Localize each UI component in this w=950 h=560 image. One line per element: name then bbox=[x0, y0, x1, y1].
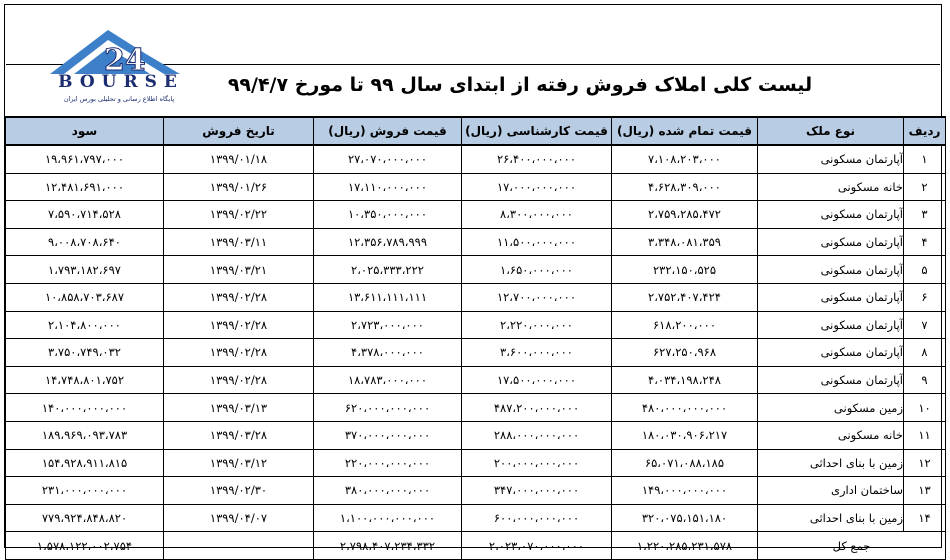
property-type: زمین با بنای احداثی bbox=[758, 449, 904, 477]
page-title: لیست کلی املاک فروش رفته از ابتدای سال ۹۹ تا مورخ ۹۹/۴/۷ bbox=[227, 74, 813, 96]
profit: ۱۲،۴۸۱،۶۹۱،۰۰۰ bbox=[6, 173, 164, 201]
col-header-index: ردیف bbox=[904, 117, 946, 145]
cost-price: ۶۱۸،۲۰۰،۰۰۰ bbox=[612, 311, 758, 339]
row-index: ۲ bbox=[904, 173, 946, 201]
sale-price: ۲،۰۲۵،۳۳۳،۲۲۲ bbox=[314, 256, 462, 284]
cost-price: ۷،۱۰۸،۲۰۳،۰۰۰ bbox=[612, 145, 758, 173]
col-header-profit: سود bbox=[6, 117, 164, 145]
sale-price: ۱۲،۳۵۶،۷۸۹،۹۹۹ bbox=[314, 228, 462, 256]
cost-price: ۴۸۰،۰۰۰،۰۰۰،۰۰۰ bbox=[612, 394, 758, 422]
sold-properties-table bbox=[5, 116, 946, 560]
appraisal-price: ۲۶،۴۰۰،۰۰۰،۰۰۰ bbox=[462, 145, 612, 173]
appraisal-price: ۱۷،۵۰۰،۰۰۰،۰۰۰ bbox=[462, 366, 612, 394]
table-row bbox=[6, 311, 946, 339]
total-label: جمع کل bbox=[758, 532, 946, 560]
sale-date: ۱۳۹۹/۰۱/۱۸ bbox=[164, 145, 314, 173]
table-row bbox=[6, 228, 946, 256]
row-index: ۵ bbox=[904, 256, 946, 284]
profit: ۷۷۹،۹۲۴،۸۴۸،۸۲۰ bbox=[6, 504, 164, 532]
property-type: آپارتمان مسکونی bbox=[758, 256, 904, 284]
row-index: ۷ bbox=[904, 311, 946, 339]
sale-price: ۳۷۰،۰۰۰،۰۰۰،۰۰۰ bbox=[314, 421, 462, 449]
cost-price: ۱۴۹،۰۰۰،۰۰۰،۰۰۰ bbox=[612, 477, 758, 505]
sale-price: ۱۷،۱۱۰،۰۰۰،۰۰۰ bbox=[314, 173, 462, 201]
cost-price: ۶۵،۰۷۱،۰۸۸،۱۸۵ bbox=[612, 449, 758, 477]
profit: ۱،۷۹۳،۱۸۲،۶۹۷ bbox=[6, 256, 164, 284]
row-index: ۹ bbox=[904, 366, 946, 394]
col-header-cost: قیمت تمام شده (ریال) bbox=[612, 117, 758, 145]
profit: ۳،۷۵۰،۷۴۹،۰۳۲ bbox=[6, 339, 164, 367]
appraisal-price: ۸،۳۰۰،۰۰۰،۰۰۰ bbox=[462, 201, 612, 229]
property-type: زمین مسکونی bbox=[758, 394, 904, 422]
profit: ۱۴،۷۴۸،۸۰۱،۷۵۲ bbox=[6, 366, 164, 394]
row-index: ۸ bbox=[904, 339, 946, 367]
total-row bbox=[6, 532, 946, 560]
col-header-type: نوع ملک bbox=[758, 117, 904, 145]
row-index: ۱۱ bbox=[904, 421, 946, 449]
appraisal-price: ۱،۶۵۰،۰۰۰،۰۰۰ bbox=[462, 256, 612, 284]
sale-date: ۱۳۹۹/۰۲/۲۸ bbox=[164, 366, 314, 394]
row-index: ۱۴ bbox=[904, 504, 946, 532]
bourse-logo-mark bbox=[30, 26, 200, 76]
row-index: ۱ bbox=[904, 145, 946, 173]
table-row bbox=[6, 256, 946, 284]
row-index: ۶ bbox=[904, 283, 946, 311]
sale-date: ۱۳۹۹/۰۳/۱۱ bbox=[164, 228, 314, 256]
property-type: زمین با بنای احداثی bbox=[758, 504, 904, 532]
property-type: آپارتمان مسکونی bbox=[758, 366, 904, 394]
row-index: ۴ bbox=[904, 228, 946, 256]
sale-date: ۱۳۹۹/۰۳/۲۸ bbox=[164, 421, 314, 449]
cost-price: ۳۲۰،۰۷۵،۱۵۱،۱۸۰ bbox=[612, 504, 758, 532]
total-cost: ۱،۲۲۰،۲۸۵،۲۳۱،۵۷۸ bbox=[612, 532, 758, 560]
table-row bbox=[6, 283, 946, 311]
property-type: خانه مسکونی bbox=[758, 173, 904, 201]
sale-date: ۱۳۹۹/۰۲/۳۰ bbox=[164, 477, 314, 505]
property-type: آپارتمان مسکونی bbox=[758, 201, 904, 229]
cost-price: ۲۳۲،۱۵۰،۵۲۵ bbox=[612, 256, 758, 284]
cost-price: ۳،۳۴۸،۰۸۱،۳۵۹ bbox=[612, 228, 758, 256]
profit: ۱۰،۸۵۸،۷۰۳،۶۸۷ bbox=[6, 283, 164, 311]
cost-price: ۶۲۷،۲۵۰،۹۶۸ bbox=[612, 339, 758, 367]
cost-price: ۴،۶۲۸،۳۰۹،۰۰۰ bbox=[612, 173, 758, 201]
col-header-appraisal: قیمت کارشناسی (ریال) bbox=[462, 117, 612, 145]
sale-date: ۱۳۹۹/۰۲/۲۸ bbox=[164, 311, 314, 339]
table-row bbox=[6, 366, 946, 394]
total-appraisal: ۲،۰۲۳،۰۷۰،۰۰۰،۰۰۰ bbox=[462, 532, 612, 560]
col-header-sale: قیمت فروش (ریال) bbox=[314, 117, 462, 145]
property-type: ساختمان اداری bbox=[758, 477, 904, 505]
appraisal-price: ۱۷،۰۰۰،۰۰۰،۰۰۰ bbox=[462, 173, 612, 201]
table-row bbox=[6, 421, 946, 449]
table-row bbox=[6, 145, 946, 173]
sale-price: ۲،۷۲۳،۰۰۰،۰۰۰ bbox=[314, 311, 462, 339]
sale-date: ۱۳۹۹/۰۳/۱۳ bbox=[164, 394, 314, 422]
sale-price: ۴،۳۷۸،۰۰۰،۰۰۰ bbox=[314, 339, 462, 367]
property-type: آپارتمان مسکونی bbox=[758, 283, 904, 311]
sale-date: ۱۳۹۹/۰۱/۲۶ bbox=[164, 173, 314, 201]
appraisal-price: ۲۸۸،۰۰۰،۰۰۰،۰۰۰ bbox=[462, 421, 612, 449]
appraisal-price: ۳۴۷،۰۰۰،۰۰۰،۰۰۰ bbox=[462, 477, 612, 505]
table-row bbox=[6, 449, 946, 477]
table-row bbox=[6, 201, 946, 229]
sale-price: ۱۰،۳۵۰،۰۰۰،۰۰۰ bbox=[314, 201, 462, 229]
col-header-date: تاریخ فروش bbox=[164, 117, 314, 145]
sale-date: ۱۳۹۹/۰۲/۲۲ bbox=[164, 201, 314, 229]
table-header-row bbox=[6, 117, 946, 145]
cost-price: ۱۸۰،۰۳۰،۹۰۶،۲۱۷ bbox=[612, 421, 758, 449]
profit: ۱۹،۹۶۱،۷۹۷،۰۰۰ bbox=[6, 145, 164, 173]
sale-price: ۶۲۰،۰۰۰،۰۰۰،۰۰۰ bbox=[314, 394, 462, 422]
profit: ۷،۵۹۰،۷۱۴،۵۲۸ bbox=[6, 201, 164, 229]
profit: ۱۴۰،۰۰۰،۰۰۰،۰۰۰ bbox=[6, 394, 164, 422]
property-type: آپارتمان مسکونی bbox=[758, 228, 904, 256]
logo-wordmark: BOURSE bbox=[58, 72, 184, 92]
svg-text:24: 24 bbox=[104, 43, 146, 76]
table-row bbox=[6, 504, 946, 532]
sale-date: ۱۳۹۹/۰۴/۰۷ bbox=[164, 504, 314, 532]
row-index: ۳ bbox=[904, 201, 946, 229]
property-type: آپارتمان مسکونی bbox=[758, 145, 904, 173]
appraisal-price: ۲،۲۲۰،۰۰۰،۰۰۰ bbox=[462, 311, 612, 339]
cost-price: ۴،۰۳۴،۱۹۸،۲۴۸ bbox=[612, 366, 758, 394]
sale-date: ۱۳۹۹/۰۲/۲۸ bbox=[164, 283, 314, 311]
table-row bbox=[6, 394, 946, 422]
profit: ۱۸۹،۹۶۹،۰۹۳،۷۸۳ bbox=[6, 421, 164, 449]
total-sale: ۲،۷۹۸،۴۰۷،۲۳۴،۳۳۲ bbox=[314, 532, 462, 560]
property-type: آپارتمان مسکونی bbox=[758, 339, 904, 367]
sale-price: ۱۳،۶۱۱،۱۱۱،۱۱۱ bbox=[314, 283, 462, 311]
appraisal-price: ۲۰۰،۰۰۰،۰۰۰،۰۰۰ bbox=[462, 449, 612, 477]
logo-tagline: پایگاه اطلاع رسانی و تحلیلی بورس ایران bbox=[63, 95, 175, 103]
sale-date: ۱۳۹۹/۰۳/۱۲ bbox=[164, 449, 314, 477]
property-type: آپارتمان مسکونی bbox=[758, 311, 904, 339]
table-row bbox=[6, 477, 946, 505]
sale-price: ۱۸،۷۸۳،۰۰۰،۰۰۰ bbox=[314, 366, 462, 394]
table-row bbox=[6, 173, 946, 201]
sale-price: ۲۲۰،۰۰۰،۰۰۰،۰۰۰ bbox=[314, 449, 462, 477]
row-index: ۱۰ bbox=[904, 394, 946, 422]
row-index: ۱۲ bbox=[904, 449, 946, 477]
sale-date: ۱۳۹۹/۰۳/۲۱ bbox=[164, 256, 314, 284]
sale-price: ۲۷،۰۷۰،۰۰۰،۰۰۰ bbox=[314, 145, 462, 173]
bourse-logo bbox=[30, 26, 200, 112]
sale-date: ۱۳۹۹/۰۲/۲۸ bbox=[164, 339, 314, 367]
appraisal-price: ۶۰۰،۰۰۰،۰۰۰،۰۰۰ bbox=[462, 504, 612, 532]
sale-price: ۳۸۰،۰۰۰،۰۰۰،۰۰۰ bbox=[314, 477, 462, 505]
profit: ۱۵۴،۹۲۸،۹۱۱،۸۱۵ bbox=[6, 449, 164, 477]
total-date bbox=[164, 532, 314, 560]
property-type: خانه مسکونی bbox=[758, 421, 904, 449]
profit: ۲۳۱،۰۰۰،۰۰۰،۰۰۰ bbox=[6, 477, 164, 505]
appraisal-price: ۱۱،۵۰۰،۰۰۰،۰۰۰ bbox=[462, 228, 612, 256]
appraisal-price: ۴۸۷،۲۰۰،۰۰۰،۰۰۰ bbox=[462, 394, 612, 422]
appraisal-price: ۳،۶۰۰،۰۰۰،۰۰۰ bbox=[462, 339, 612, 367]
table-row bbox=[6, 339, 946, 367]
sale-price: ۱،۱۰۰،۰۰۰،۰۰۰،۰۰۰ bbox=[314, 504, 462, 532]
cost-price: ۲،۷۵۲،۴۰۷،۴۲۴ bbox=[612, 283, 758, 311]
cost-price: ۲،۷۵۹،۲۸۵،۴۷۲ bbox=[612, 201, 758, 229]
total-profit: ۱،۵۷۸،۱۲۲،۰۰۲،۷۵۴ bbox=[6, 532, 164, 560]
row-index: ۱۳ bbox=[904, 477, 946, 505]
profit: ۲،۱۰۴،۸۰۰،۰۰۰ bbox=[6, 311, 164, 339]
profit: ۹،۰۰۸،۷۰۸،۶۴۰ bbox=[6, 228, 164, 256]
appraisal-price: ۱۲،۷۰۰،۰۰۰،۰۰۰ bbox=[462, 283, 612, 311]
